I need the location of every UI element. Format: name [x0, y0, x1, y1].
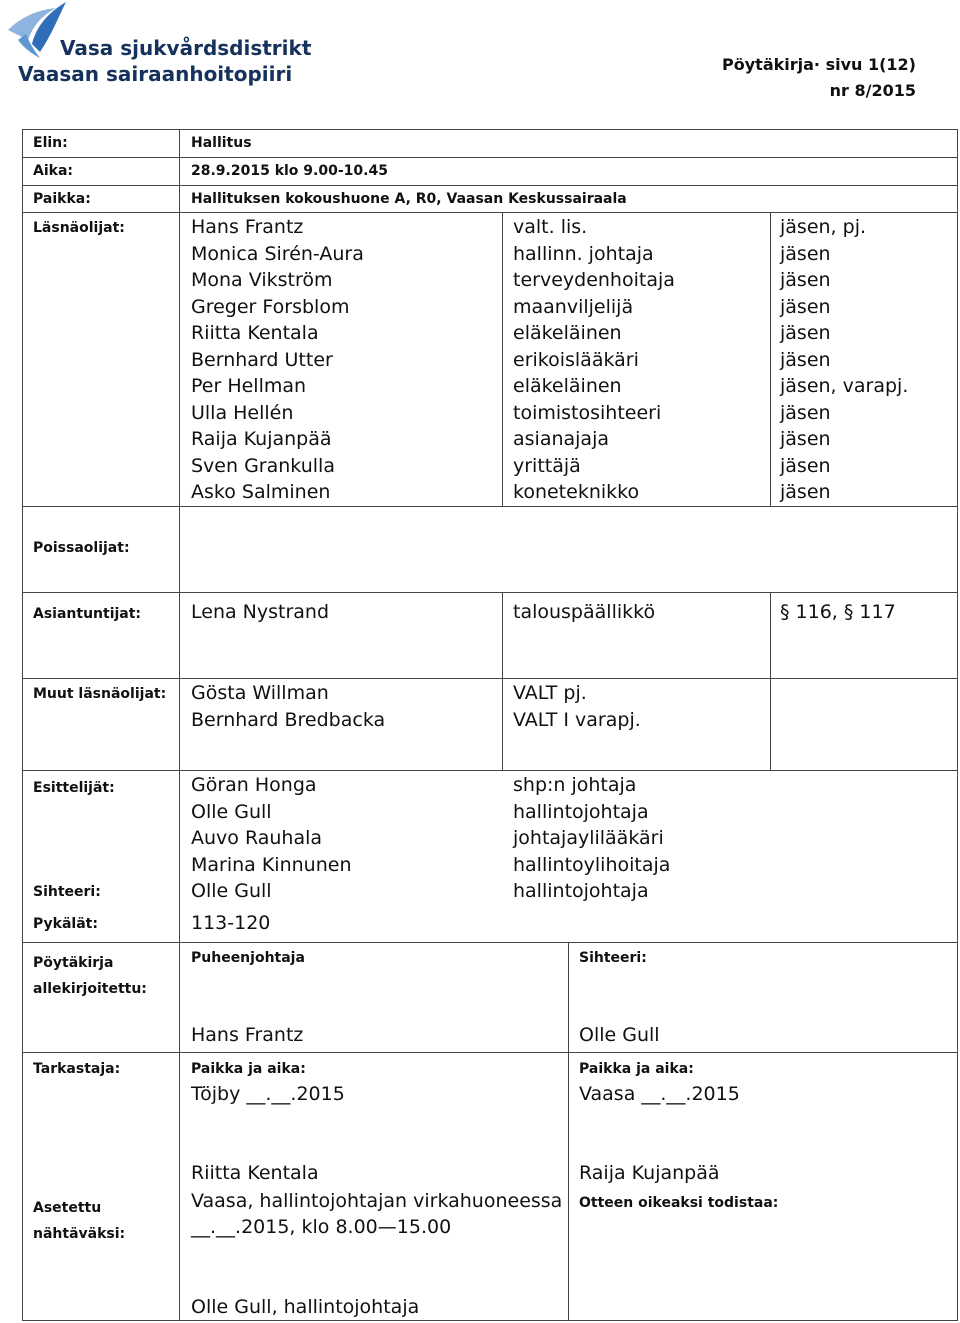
tarkastaja-label: Tarkastaja: — [33, 1061, 121, 1077]
member-title: eläkeläinen — [513, 375, 622, 397]
member-title: eläkeläinen — [513, 322, 622, 344]
esittelija-title: hallintojohtaja — [513, 800, 649, 823]
member-name: Greger Forsblom — [191, 295, 350, 318]
esittelija-title: shp:n johtaja — [513, 774, 637, 796]
place-time-label-1: Paikka ja aika: — [191, 1061, 306, 1077]
esittelijat-titles-column — [513, 772, 670, 878]
allekirjoitettu-label-line2: allekirjoitettu: — [33, 981, 147, 997]
member-titles-column — [513, 214, 675, 506]
member-role: jäsen, pj. — [780, 216, 867, 238]
secretary-sign-label: Sihteeri: — [579, 950, 647, 966]
esittelijat-label: Esittelijät: — [33, 780, 115, 796]
esittelija-title: hallintoylihoitaja — [513, 853, 671, 876]
aika-label: Aika: — [33, 163, 73, 179]
member-name: Hans Frantz — [191, 216, 304, 238]
place-time-label-2: Paikka ja aika: — [579, 1061, 694, 1077]
asetettu-label — [33, 1195, 125, 1247]
member-role: jäsen — [780, 269, 831, 291]
member-name: Asko Salminen — [191, 481, 331, 503]
pykalat-label: Pykälät: — [33, 916, 98, 932]
esittelija-name: Marina Kinnunen — [191, 853, 352, 876]
esittelija-name: Olle Gull — [191, 800, 272, 823]
member-name: Bernhard Utter — [191, 348, 333, 371]
esittelijat-names-column — [191, 772, 352, 878]
member-roles-column — [780, 214, 908, 506]
asiantuntija-name: Lena Nystrand — [191, 601, 330, 623]
member-title: asianajaja — [513, 428, 609, 450]
muut-names-column — [191, 680, 385, 733]
muut-name: Gösta Willman — [191, 682, 329, 704]
member-role: jäsen — [780, 295, 831, 318]
member-role: jäsen — [780, 454, 831, 477]
member-name: Raija Kujanpää — [191, 428, 332, 450]
document-header — [722, 52, 916, 104]
secretary-sign-name: Olle Gull — [579, 1024, 660, 1046]
paikka-label: Paikka: — [33, 191, 91, 207]
member-role: jäsen — [780, 242, 831, 265]
tarkastaja-name-2: Raija Kujanpää — [579, 1162, 720, 1184]
muut-title: VALT I varapj. — [513, 708, 641, 731]
sihteeri-label: Sihteeri: — [33, 884, 101, 900]
paikka-value: Hallituksen kokoushuone A, R0, Vaasan Keskussairaala — [191, 191, 627, 207]
member-name: Ulla Hellén — [191, 401, 294, 424]
member-title: terveydenhoitaja — [513, 269, 675, 291]
tarkastaja-name-1: Riitta Kentala — [191, 1162, 319, 1184]
place-time-2: Vaasa __.__.2015 — [579, 1083, 740, 1105]
certify-label: Otteen oikeaksi todistaa: — [579, 1195, 779, 1211]
sihteeri-name: Olle Gull — [191, 880, 272, 902]
document-number: nr 8/2015 — [829, 81, 916, 100]
document-title: Pöytäkirja· sivu 1(12) — [722, 55, 916, 74]
member-role: jäsen, varapj. — [780, 375, 909, 397]
asetettu-label-line2: nähtäväksi: — [33, 1226, 126, 1242]
asiantuntija-title: talouspäällikkö — [513, 601, 656, 623]
chair-label: Puheenjohtaja — [191, 950, 305, 966]
member-role: jäsen — [780, 348, 831, 371]
member-role: jäsen — [780, 481, 831, 503]
member-name: Mona Vikström — [191, 269, 333, 291]
asiantuntijat-label: Asiantuntijat: — [33, 606, 142, 622]
esittelija-title: johtajaylilääkäri — [513, 827, 664, 849]
certifier-name: Olle Gull, hallintojohtaja — [191, 1296, 420, 1318]
pykalat-value: 113-120 — [191, 912, 271, 934]
lasnaolijat-label: Läsnäolijat: — [33, 220, 125, 236]
asetettu-label-line1: Asetettu — [33, 1200, 102, 1216]
allekirjoitettu-label-line1: Pöytäkirja — [33, 955, 114, 971]
member-name: Per Hellman — [191, 375, 307, 397]
member-title: hallinn. johtaja — [513, 242, 654, 265]
member-title: koneteknikko — [513, 481, 640, 503]
muut-label: Muut läsnäolijat: — [33, 686, 167, 702]
member-title: yrittäjä — [513, 454, 581, 477]
asetettu-place: Vaasa, hallintojohtajan virkahuoneessa — [191, 1190, 563, 1212]
logo-text-finnish: Vaasan sairaanhoitopiiri — [18, 62, 293, 86]
muut-titles-column — [513, 680, 641, 733]
poissaolijat-label: Poissaolijat: — [33, 540, 130, 556]
place-time-1: Töjby __.__.2015 — [191, 1083, 345, 1105]
member-role: jäsen — [780, 401, 831, 424]
member-role: jäsen — [780, 322, 831, 344]
chair-name: Hans Frantz — [191, 1024, 304, 1046]
asiantuntija-sections: § 116, § 117 — [780, 601, 896, 623]
muut-title: VALT pj. — [513, 682, 587, 704]
member-title: maanviljelijä — [513, 295, 634, 318]
member-role: jäsen — [780, 428, 831, 450]
member-name: Sven Grankulla — [191, 454, 335, 477]
aika-value: 28.9.2015 klo 9.00-10.45 — [191, 163, 388, 179]
esittelija-name: Auvo Rauhala — [191, 827, 323, 849]
muut-name: Bernhard Bredbacka — [191, 708, 386, 731]
sihteeri-title: hallintojohtaja — [513, 880, 649, 902]
member-title: toimistosihteeri — [513, 401, 662, 424]
elin-label: Elin: — [33, 135, 68, 151]
logo-text-swedish: Vasa sjukvårdsdistrikt — [60, 36, 312, 60]
member-title: erikoislääkäri — [513, 348, 639, 371]
member-name: Riitta Kentala — [191, 322, 319, 344]
member-name: Monica Sirén-Aura — [191, 242, 364, 265]
asetettu-time: __.__.2015, klo 8.00—15.00 — [191, 1216, 452, 1238]
member-names-column — [191, 214, 364, 506]
member-title: valt. lis. — [513, 216, 588, 238]
esittelija-name: Göran Honga — [191, 774, 317, 796]
allekirjoitettu-label — [33, 950, 147, 1002]
logo — [6, 0, 312, 90]
elin-value: Hallitus — [191, 135, 252, 151]
